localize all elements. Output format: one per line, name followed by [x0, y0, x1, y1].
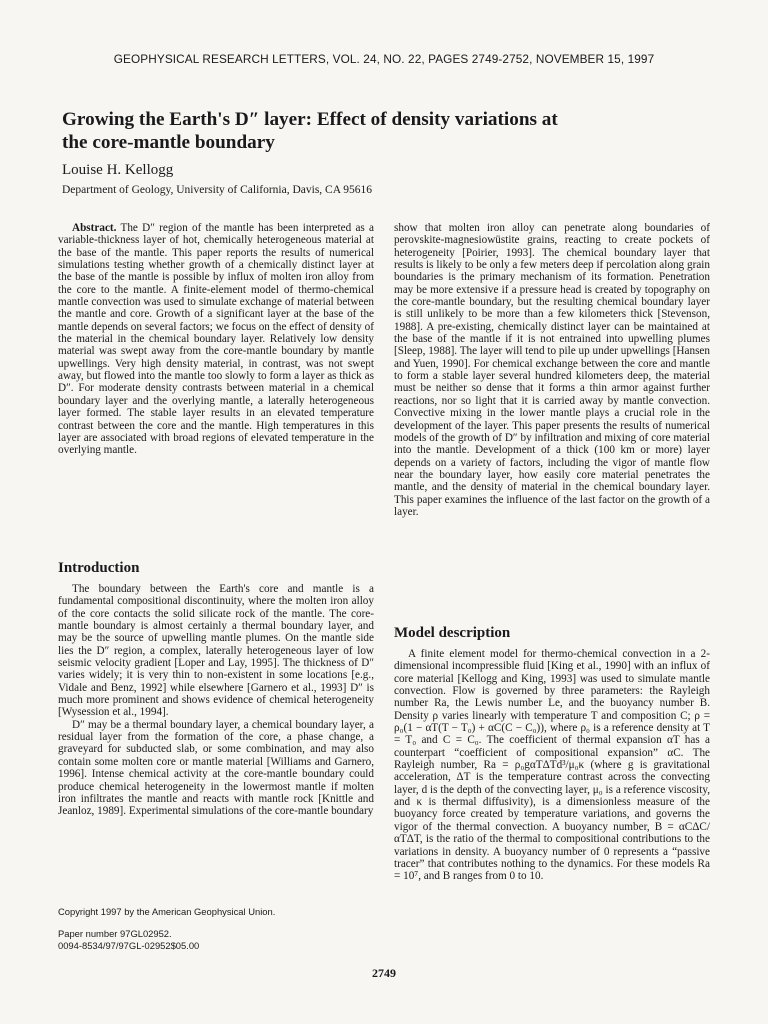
journal-header: GEOPHYSICAL RESEARCH LETTERS, VOL. 24, NO. 22, PAGES 2749-2752, NOVEMBER 15, 1997 — [113, 52, 655, 66]
paper-title: Growing the Earth's D″ layer: Effect of density variations at the core-mantle boundary — [62, 109, 558, 153]
model-description-heading: Model description — [394, 625, 511, 641]
paper-number: Paper number 97GL02952. — [58, 928, 172, 939]
intro-continued-paragraph: show that molten iron alloy can penetrate along boundaries of perovskite-magnesiowüstite grains, reacting to create pockets of heterogeneity [Poirier, 1993]. The chemical boundary layer that results is likely to be only a few meters deep if percolation along grain boundaries is the primary mechanism of its formation. Penetration may be more extensive if a pressure head is created by topography on the core-mantle boundary, but the resulting chemical boundary layer is still unlikely to be more than a few kilometers thick [Stevenson, 1988]. A pre-existing, chemically distinct layer can be maintained at the base of the mantle if it is not entrained into upwelling plumes [Sleep, 1988]. The layer will tend to pile up under upwellings [Hansen and Yuen, 1990]. For chemical exchange between the core and mantle to form a stable layer several hundred kilometers deep, the material must be neither so dense that it forms a thin armor against further reactions, nor so light that it is carried away by mantle convection. Convective mixing in the lower mantle plays a crucial role in the development of the layer. This paper presents the results of numerical models of the growth of D″ by infiltration and mixing of core material into the mantle. Development of a thick (100 km or more) layer depends on a variety of factors, including the vigor of mantle flow near the boundary layer, how easily core material penetrates the mantle, and the density of material in the chemical boundary layer. This paper examines the influence of the last factor on the growth of a layer. — [394, 222, 710, 518]
author-affiliation: Department of Geology, University of California, Davis, CA 95616 — [62, 184, 373, 196]
paper-info — [58, 928, 199, 951]
introduction-paragraph-2: D″ may be a thermal boundary layer, a chemical boundary layer, a residual layer from the formation of the core, a phase change, a graveyard for subducted slab, or some combination, and may also contain some molten core or mantle material [Williams and Garnero, 1996]. Intense chemical activity at the core-mantle boundary could produce chemical heterogeneity in the lowermost mantle if molten iron infiltrates the mantle and reacts with mantle rock [Knittle and Jeanloz, 1989]. Experimental simulations of the core-mantle boundary — [58, 718, 374, 818]
author-name: Louise H. Kellogg — [62, 162, 174, 178]
abstract-block — [58, 222, 374, 457]
issn-code: 0094-8534/97/97GL-02952$05.00 — [58, 939, 200, 951]
model-paragraph-1: A finite element model for thermo-chemical convection in a 2-dimensional incompressible fluid [King et al., 1990] with an influx of core material [Kellogg and King, 1993] was used to simulate mantle convection. Flow is governed by three parameters: the Rayleigh number Ra, the Lewis number Le, and the buoyancy number B. Density ρ varies linearly with temperature T and composition C; ρ = ρ₀(1 − αT(T − T₀) + αC(C − C₀)), where ρ₀ is a reference density at T = T₀ and C = C₀. The coefficient of thermal expansion αT has a counterpart “coefficient of compositional expansion” αC. The Rayleigh number, Ra = ρ₀gαTΔTd³/μ₀κ (where g is gravitational acceleration, ΔT is the temperature contrast across the convecting layer, d is the depth of the convecting layer, μ₀ is a reference viscosity, and κ is thermal diffusivity), is a dimensionless measure of the buoyancy force created by temperature variations, and governs the vigor of the thermal convection. A buoyancy number, B = αCΔC/αTΔT, is the ratio of the thermal to compositional contributions to the variations in density. A buoyancy number of 0 represents a “passive tracer” that contributes nothing to the dynamics. For these models Ra = 10⁷, and B ranges from 0 to 10. — [394, 648, 710, 883]
abstract-text: The D″ region of the mantle has been interpreted as a variable-thickness layer of hot, chemically heterogeneous material at the base of the mantle. This paper reports the results of numerical simulations testing whether growth of a chemically distinct layer at the base of the mantle is possible by influx of molten iron alloy from the core to the mantle. A finite-element model of thermo-chemical mantle convection was used to simulate exchange of material between the mantle and core. Growth of a significant layer at the base of the mantle depends on several factors; we focus on the effect of density of the material in the chemical boundary layer. Relatively low density material was swept away from the core-mantle boundary by mantle upwellings. Very high density material, in contrast, was not swept away, but flowed into the mantle too slowly to form a layer as thick as D″. For moderate density contrasts between material in a chemical boundary layer and the overlying mantle, a laterally heterogeneous layer formed. The stable layer results in an elevated temperature contrast between the core and the mantle. High temperatures in this layer are associated with broad regions of elevated temperature in the overlying mantle. — [58, 222, 374, 457]
abstract-label: Abstract. — [72, 222, 117, 234]
right-column-intro-continued — [394, 222, 710, 518]
introduction-heading: Introduction — [58, 560, 140, 576]
page-number: 2749 — [372, 966, 396, 980]
introduction-paragraph-1: The boundary between the Earth's core and mantle is a fundamental compositional discontinuity, where the molten iron alloy of the core contacts the solid silicate rock of the mantle. The core-mantle boundary is almost certainly a thermal boundary layer, and may be the source of upwelling mantle plumes. On the mantle side lies the D″ region, a complex, laterally heterogeneous layer of low seismic velocity gradient [Loper and Lay, 1995]. The thickness of D″ varies widely; it is very thin to non-existent in some locations [e.g., Vidale and Benz, 1992] while elsewhere [Garnero et al., 1993] D″ is much more prominent and shows evidence of chemical heterogeneity [Wysession et al., 1994]. — [58, 583, 374, 719]
model-description-body — [394, 648, 710, 883]
copyright-notice: Copyright 1997 by the American Geophysical Union. — [58, 906, 276, 917]
introduction-body — [58, 583, 374, 818]
